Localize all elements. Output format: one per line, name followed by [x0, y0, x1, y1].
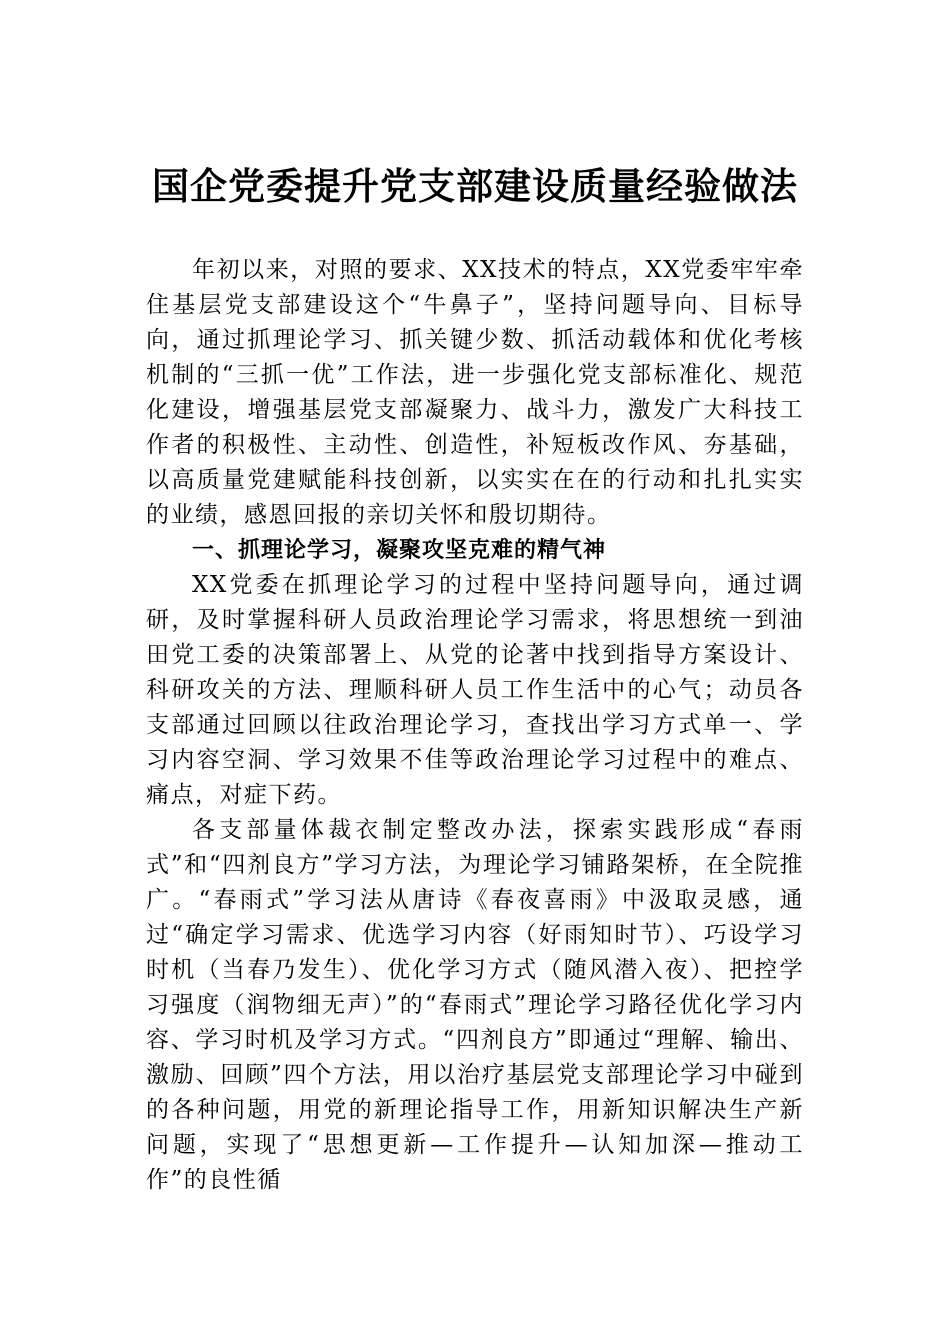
section-heading: 一、抓理论学习，凝聚攻坚克难的精气神: [192, 538, 607, 563]
body-paragraph: 各支部量体裁衣制定整改办法，探索实践形成“春雨式”和“四剂良方”学习方法，为理论学习铺路架桥，在全院推广。“春雨式”学习法从唐诗《春夜喜雨》中汲取灵感，通过“确定学习需求、优选学习内容（好雨知时节）、巧设学习时机（当春乃发生）、优化学习方式（随风潜入夜）、把控学习强度（润物细无声）”的“春雨式”理论学习路径优化学习内容、学习时机及学习方式。“四剂良方”即通过“理解、输出、激励、回顾”四个方法，用以治疗基层党支部理论学习中碰到的各种问题，用党的新理论指导工作，用新知识解决生产新问题，实现了“思想更新—工作提升—认知加深—推动工作”的良性循: [146, 817, 804, 1193]
body-paragraph: XX党委在抓理论学习的过程中坚持问题导向，通过调研，及时掌握科研人员政治理论学习需求，将思想统一到油田党工委的决策部署上、从党的论著中找到指导方案设计、科研攻关的方法、理顺科研人员工作生活中的心气；动员各支部通过回顾以往政治理论学习，查找出学习方式单一、学习内容空洞、学习效果不佳等政治理论学习过程中的难点、痛点，对症下药。: [146, 572, 804, 808]
document-body: [146, 253, 804, 1198]
document-title: 国企党委提升党支部建设质量经验做法: [152, 164, 798, 208]
intro-paragraph: 年初以来，对照的要求、XX技术的特点，XX党委牢牢牵住基层党支部建设这个“牛鼻子”，坚持问题导向、目标导向，通过抓理论学习、抓关键少数、抓活动载体和优化考核机制的“三抓一优”工作法，进一步强化党支部标准化、规范化建设，增强基层党支部凝聚力、战斗力，激发广大科技工作者的积极性、主动性、创造性，补短板改作风、夯基础，以高质量党建赋能科技创新，以实实在在的行动和扎扎实实的业绩，感恩回报的亲切关怀和殷切期待。: [146, 257, 804, 528]
